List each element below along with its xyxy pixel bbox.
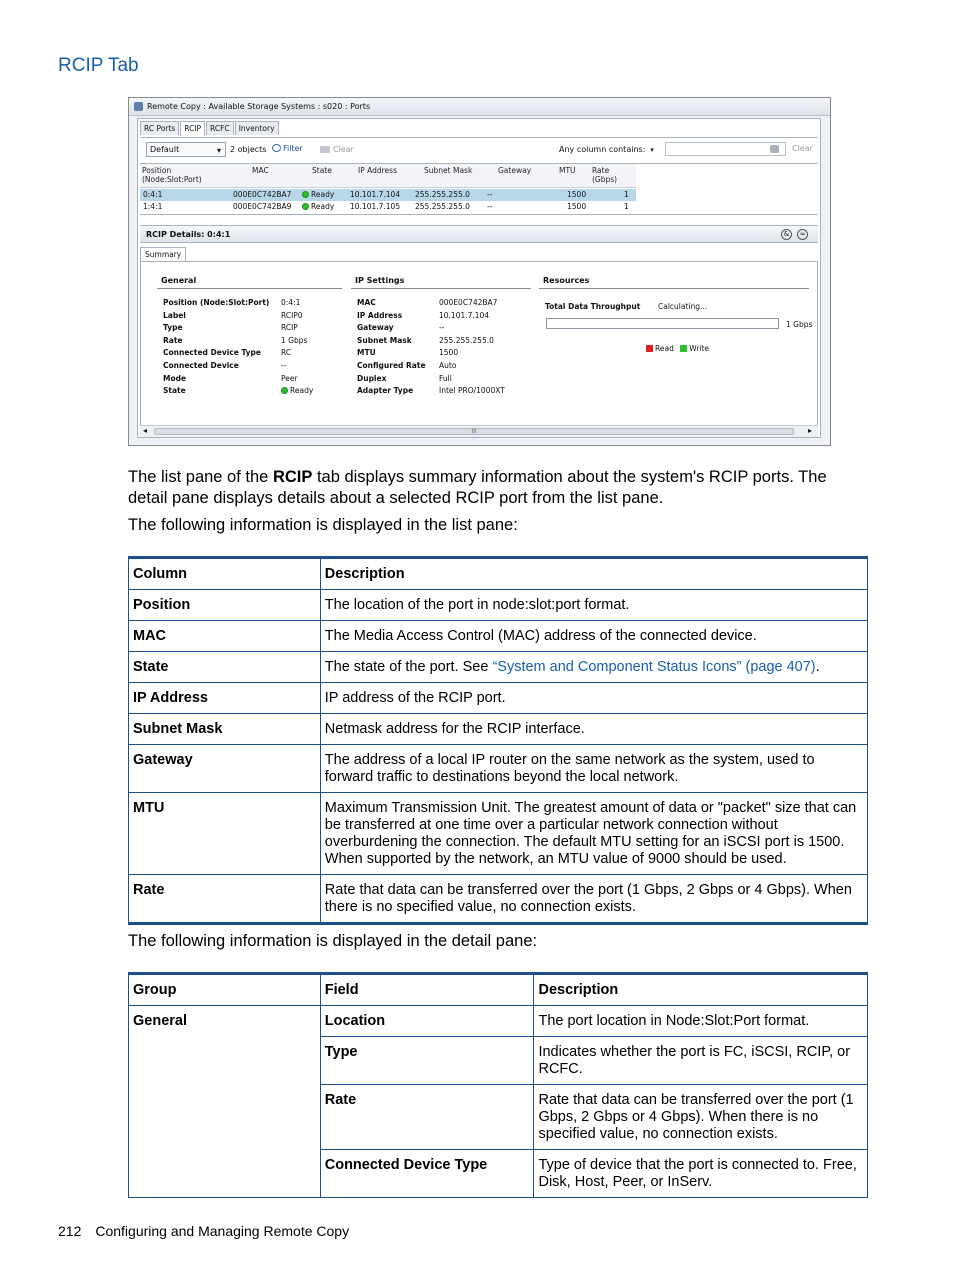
- description-cell: The port location in Node:Slot:Port format.: [534, 1006, 868, 1037]
- intro-paragraph: [128, 467, 870, 509]
- header-cell: Field: [320, 974, 534, 1006]
- col-rate[interactable]: Rate (Gbps): [592, 166, 618, 184]
- field-value: [281, 310, 303, 323]
- field-label: Gateway: [357, 323, 394, 333]
- footer-text: Configuring and Managing Remote Copy: [95, 1223, 350, 1239]
- tab-inventory[interactable]: Inventory: [235, 121, 279, 135]
- read-legend-label: Read: [655, 344, 674, 353]
- chevron-down-icon: ▾: [216, 146, 221, 155]
- description-text: The address of a local IP router on the same network as the system, used to forward traffic to destinations beyond the local network.: [324, 752, 815, 785]
- scroll-left-icon[interactable]: ◂: [143, 426, 148, 435]
- table-row: [129, 652, 868, 683]
- eraser-icon: [320, 146, 330, 153]
- general-heading: General: [161, 276, 197, 285]
- general-field-row: [163, 335, 343, 347]
- table-row: [129, 683, 868, 714]
- cell-mtu: 1500: [567, 190, 587, 199]
- ip-field-row: [357, 310, 527, 322]
- description-cell: Rate that data can be transferred over the port (1 Gbps, 2 Gbps or 4 Gbps). When there is no specified value, no connection exists.: [534, 1085, 868, 1150]
- ready-status-icon: [302, 191, 309, 198]
- field-value: [281, 373, 298, 386]
- description-cell: [320, 714, 867, 745]
- detail-pane-table: [128, 972, 868, 1198]
- status-icons-link[interactable]: “System and Component Status Icons” (page 407): [492, 659, 816, 675]
- window-title: Remote Copy : Available Storage Systems : s020 : Ports: [147, 102, 371, 111]
- description-cell: [320, 683, 867, 714]
- divider: [351, 288, 531, 289]
- cell-rate: 1: [624, 202, 629, 211]
- clear-search-button[interactable]: Clear: [792, 144, 813, 153]
- tab-rcfc[interactable]: RCFC: [206, 121, 234, 135]
- throughput-label: Total Data Throughput: [545, 302, 641, 311]
- description-cell: Type of device that the port is connected to. Free, Disk, Host, Peer, or InServ.: [534, 1150, 868, 1198]
- col-gateway[interactable]: Gateway: [498, 166, 532, 175]
- divider: [157, 288, 342, 289]
- cell-state: [302, 201, 334, 213]
- description-cell: [320, 875, 867, 924]
- window-icon: [134, 102, 143, 111]
- search-clear-icon[interactable]: [770, 145, 779, 153]
- ip-field-row: [357, 335, 527, 347]
- search-input[interactable]: [665, 142, 786, 156]
- ip-field-row: [357, 373, 527, 385]
- filter-icon: [272, 144, 281, 152]
- ports-panel: [137, 118, 821, 438]
- section-title: RCIP Tab: [58, 55, 139, 76]
- description-cell: [320, 621, 867, 652]
- field-label: Rate: [163, 335, 183, 345]
- table-header-row: [129, 974, 868, 1006]
- throughput-bar: [546, 318, 779, 329]
- table-row: [129, 793, 868, 875]
- field-value-text: 0:4:1: [281, 298, 301, 307]
- field-value: --: [439, 323, 445, 333]
- table-row[interactable]: [140, 201, 636, 213]
- col-position[interactable]: Position (Node:Slot:Port): [142, 166, 202, 184]
- field-value: Intel PRO/1000XT: [439, 386, 505, 396]
- throughput-scale: 1 Gbps: [786, 320, 813, 329]
- app-screenshot: [128, 97, 831, 446]
- column-name-cell: MAC: [129, 621, 321, 652]
- tab-summary[interactable]: Summary: [140, 247, 186, 261]
- column-name-cell: Subnet Mask: [129, 714, 321, 745]
- cell-gateway: --: [487, 202, 493, 211]
- resources-heading: Resources: [543, 276, 590, 285]
- intro-bold: RCIP: [272, 468, 313, 486]
- field-cell: Location: [320, 1006, 534, 1037]
- object-count: 2 objects: [230, 145, 267, 154]
- general-field-row: [163, 297, 343, 309]
- general-field-row: [163, 322, 343, 334]
- description-text: The state of the port. See: [324, 659, 493, 675]
- tab-rc-ports[interactable]: RC Ports: [140, 121, 179, 135]
- table-row: [129, 875, 868, 924]
- field-value: Full: [439, 373, 452, 383]
- field-value: [281, 360, 286, 373]
- field-label: Mode: [163, 373, 187, 383]
- column-name-cell: MTU: [129, 793, 321, 875]
- description-cell: [320, 745, 867, 793]
- field-label: Connected Device: [163, 361, 239, 370]
- field-label: Configured Rate: [357, 361, 426, 370]
- description-cell: [320, 590, 867, 621]
- field-label: Subnet Mask: [357, 335, 412, 345]
- description-text: Netmask address for the RCIP interface.: [324, 721, 585, 737]
- description-text: The location of the port in node:slot:port format.: [324, 597, 630, 613]
- field-value: 1500: [439, 348, 459, 358]
- cell-mtu: 1500: [567, 202, 587, 211]
- ready-status-icon: [281, 387, 288, 394]
- header-cell: Description: [534, 974, 868, 1006]
- table-row: [129, 621, 868, 652]
- cell-mac: 000E0C742BA7: [233, 190, 292, 199]
- list-pane-intro: The following information is displayed in the list pane:: [128, 516, 518, 534]
- description-text: Rate that data can be transferred over the port (1 Gbps, 2 Gbps or 4 Gbps). When there is no specified value, no connection exists.: [324, 882, 852, 915]
- list-pane-table: [128, 556, 868, 925]
- general-field-row: [163, 310, 343, 322]
- state-text: Ready: [311, 190, 335, 199]
- general-field-row: [163, 347, 343, 359]
- details-header: [140, 225, 818, 243]
- field-cell: Rate: [320, 1085, 534, 1150]
- any-column-label: Any column contains:: [559, 145, 646, 154]
- field-value: 255.255.255.0: [439, 335, 494, 345]
- field-value: Auto: [439, 361, 457, 370]
- throughput-value: Calculating...: [658, 302, 708, 311]
- ready-status-icon: [302, 203, 309, 210]
- description-text: The Media Access Control (MAC) address of the connected device.: [324, 628, 757, 644]
- col-state[interactable]: State: [312, 166, 332, 175]
- field-value: [281, 297, 300, 310]
- field-value: 000E0C742BA7: [439, 298, 498, 307]
- col-mtu[interactable]: MTU: [559, 166, 576, 175]
- field-label: MTU: [357, 348, 376, 358]
- scroll-right-icon[interactable]: ▸: [807, 426, 812, 435]
- general-field-row: [163, 373, 343, 385]
- field-value: [281, 335, 307, 348]
- detail-pane-intro: The following information is displayed in the detail pane:: [128, 932, 538, 950]
- field-value-text: 1 Gbps: [281, 335, 308, 345]
- page-number: 212: [58, 1223, 82, 1239]
- field-label: Type: [163, 323, 183, 333]
- col-mask[interactable]: Subnet Mask: [424, 166, 473, 175]
- help-icon[interactable]: &: [781, 229, 792, 240]
- cell-mac: 000E0C742BA9: [233, 202, 292, 211]
- field-value-text: Peer: [281, 373, 298, 383]
- col-ip[interactable]: IP Address: [358, 166, 397, 175]
- col-mac[interactable]: MAC: [252, 166, 269, 175]
- field-label: IP Address: [357, 310, 403, 320]
- field-cell: Connected Device Type: [320, 1150, 534, 1198]
- field-label: Position (Node:Slot:Port): [163, 298, 270, 307]
- table-row: [129, 745, 868, 793]
- window-titlebar: [129, 98, 830, 116]
- table-row[interactable]: [140, 189, 636, 201]
- clear-label: Clear: [333, 145, 354, 154]
- horizontal-scrollbar[interactable]: [140, 425, 818, 437]
- field-cell: Type: [320, 1037, 534, 1085]
- filter-button[interactable]: [272, 144, 303, 153]
- write-legend-label: Write: [689, 344, 710, 353]
- divider: [539, 288, 809, 289]
- column-name-cell: Gateway: [129, 745, 321, 793]
- filter-label: Filter: [283, 144, 303, 153]
- table-row: [129, 590, 868, 621]
- field-label: MAC: [357, 298, 376, 307]
- field-value: 10.101.7.104: [439, 310, 490, 320]
- header-cell: Description: [320, 558, 867, 590]
- description-cell: Indicates whether the port is FC, iSCSI, RCIP, or RCFC.: [534, 1037, 868, 1085]
- write-legend-swatch: [680, 345, 687, 352]
- header-cell: Column: [129, 558, 321, 590]
- ports-grid: [140, 163, 818, 215]
- field-value-text: Ready: [290, 386, 314, 396]
- general-field-row: [163, 360, 343, 372]
- view-select[interactable]: [146, 142, 226, 157]
- description-text: .: [815, 659, 820, 675]
- cell-state: [302, 189, 334, 201]
- collapse-icon[interactable]: ≈: [797, 229, 808, 240]
- summary-panel: [140, 261, 818, 426]
- field-value-text: RCIP0: [281, 310, 303, 320]
- cell-position: 1:4:1: [143, 202, 163, 211]
- cell-position: 0:4:1: [143, 190, 163, 199]
- header-cell: Group: [129, 974, 321, 1006]
- description-text: Maximum Transmission Unit. The greatest amount of data or "packet" size that can be transferred at one time over a particular network connection without overburdening the connection. The default MTU setting for an iSCSI port is 1500. When supported by the network, an MTU value of 9000 should be used.: [324, 800, 857, 867]
- throughput-legend: [646, 344, 709, 353]
- state-text: Ready: [311, 202, 335, 211]
- description-cell: [320, 793, 867, 875]
- grid-header: [140, 164, 636, 188]
- ip-field-row: [357, 297, 527, 309]
- column-name-cell: State: [129, 652, 321, 683]
- any-column-dropdown[interactable]: [559, 145, 654, 154]
- ip-field-row: [357, 385, 527, 397]
- group-cell: General: [129, 1006, 321, 1198]
- description-cell: [320, 652, 867, 683]
- cell-mask: 255.255.255.0: [415, 190, 470, 199]
- view-select-value: Default: [150, 145, 180, 154]
- column-name-cell: IP Address: [129, 683, 321, 714]
- field-label: Label: [163, 310, 186, 320]
- ip-field-row: [357, 360, 527, 372]
- ip-field-row: [357, 322, 527, 334]
- scroll-thumb[interactable]: III: [154, 428, 794, 435]
- field-value: [281, 385, 313, 398]
- general-field-row: [163, 385, 343, 397]
- cell-ip: 10.101.7.104: [350, 190, 401, 199]
- cell-gateway: --: [487, 190, 493, 199]
- description-text: IP address of the RCIP port.: [324, 690, 506, 706]
- field-label: Connected Device Type: [163, 348, 262, 358]
- field-value: [281, 347, 291, 360]
- intro-text: tab displays summary information about the system's RCIP ports. The detail pane displays details about a selected RCIP port from the list pane.: [128, 468, 827, 507]
- field-label: Adapter Type: [357, 386, 414, 396]
- tab-rcip[interactable]: RCIP: [180, 121, 205, 136]
- column-name-cell: Rate: [129, 875, 321, 924]
- cell-ip: 10.101.7.105: [350, 202, 401, 211]
- field-value-text: RCIP: [281, 323, 298, 333]
- cell-rate: 1: [624, 190, 629, 199]
- chevron-down-icon: ▾: [650, 146, 654, 154]
- details-title: RCIP Details: 0:4:1: [146, 230, 231, 239]
- ip-settings-heading: IP Settings: [355, 276, 405, 285]
- ip-field-row: [357, 347, 527, 359]
- field-value: [281, 322, 298, 335]
- intro-text: The list pane of the: [128, 468, 273, 486]
- page-footer: [58, 1223, 349, 1239]
- port-tabs: [140, 121, 280, 135]
- clear-filter-button[interactable]: [320, 145, 354, 154]
- table-row: [129, 1006, 868, 1037]
- read-legend-swatch: [646, 345, 653, 352]
- table-row: [129, 714, 868, 745]
- field-label: State: [163, 386, 186, 396]
- field-label: Duplex: [357, 373, 387, 383]
- list-toolbar: [140, 137, 818, 161]
- field-value-text: RC: [281, 348, 292, 358]
- column-name-cell: Position: [129, 590, 321, 621]
- field-value-text: --: [281, 361, 287, 370]
- cell-mask: 255.255.255.0: [415, 202, 470, 211]
- table-header-row: [129, 558, 868, 590]
